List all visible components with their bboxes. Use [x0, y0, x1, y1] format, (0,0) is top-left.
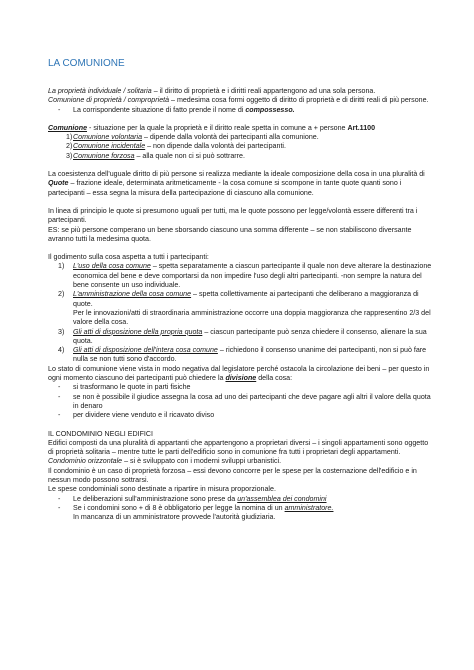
list-item: - si trasformano le quote in parti fisiche — [48, 383, 434, 392]
paragraph-text: – frazione ideale, determinata aritmeticamente - la cosa comune si scompone in tante quote quanti sono i partecipanti – essa segna la misura della partecipazione di ciascuno alla comunione. — [48, 179, 402, 197]
page-title: LA COMUNIONE — [48, 58, 125, 69]
paragraph-text: Lo stato di comunione viene vista in modo negativa dal legislatore perché ostacola la circolazione dei beni – per questo in ogni momento ciascuno dei partecipanti può chiedere la — [48, 364, 430, 383]
paragraph-text: La coesistenza dell'uguale diritto di più persone si realizza mediante la ideale composizione della cosa in una pluralità di — [48, 170, 425, 179]
spacer — [48, 198, 434, 207]
paragraph-proprieta-individuale — [48, 87, 434, 96]
list-item — [48, 495, 434, 504]
section-heading-condominio: IL CONDOMINIO NEGLI EDIFICI — [48, 429, 153, 438]
list-number: 1) — [58, 262, 65, 271]
list-item-continuation: Per le innovazioni/atti di straordinaria amministrazione occorre una doppia maggioranza che rappresentino 2/3 del valore della cosa. — [73, 308, 431, 327]
paragraph-comunione — [48, 124, 434, 133]
list-item-compossesso — [48, 106, 434, 115]
list-item-text: – non dipende dalla volontà dei partecipanti. — [145, 142, 286, 151]
term-amministratore: amministratore. — [284, 503, 334, 512]
list-item-term: L'uso della cosa comune — [73, 262, 151, 271]
paragraph-text: – si è sviluppato con i moderni sviluppi urbanistici. — [122, 457, 282, 466]
list-item-text: Se i condomini sono + di 8 è obbligatorio per legge la nomina di un — [73, 503, 285, 512]
paragraph-condominio: Edifici composti da una pluralità di appartanti che appartengono a proprietari diversi – i singoli appartamenti sono oggetto di proprietà solitaria – mentre tutte le parti dell'edificio sono in comunione fra tutti i proprietari degli appartamenti. — [48, 438, 429, 457]
paragraph-proprieta-forzosa: Il condominio è un caso di proprietà forzosa – essi devono concorre per le spese per la costernazione dell'edificio e in nessun modo possono sottrarsi. — [48, 466, 417, 484]
term-condominio-orizzontale: Condominio orizzontale — [48, 457, 123, 466]
paragraph-esempio: ES: se più persone comperano un bene sborsando ciascuno una somma differente – se non stabiliscono diversante avranno tutti la medesima quota. — [48, 225, 412, 243]
paragraph-spese: Le spese condominiali sono destinate a ripartire in misura proporzionale. — [48, 485, 276, 494]
list-item-term: Comunione forzosa — [73, 151, 135, 160]
list-item — [48, 142, 434, 151]
list-item-text: – ciascun partecipante può senza chiedere il consenso, alienare la sua quota. — [73, 327, 427, 345]
list-item-text: – spetta separatamente a ciascun partecipante il quale non deve alterare la destinazione economica del bene e deve comportarsi da non impedire l'uso degli altri partecipanti. -non sempre la natura del bene consente un uso individuale. — [73, 262, 432, 290]
list-number: 2) — [66, 142, 73, 151]
list-number: 2) — [58, 290, 65, 299]
paragraph-comproprieta — [48, 96, 434, 105]
article-reference: Art.1100 — [347, 123, 376, 132]
list-item-text: – alla quale non ci si può sottrarre. — [134, 151, 245, 160]
paragraph-principio: In linea di principio le quote si presumono uguali per tutti, ma le quote possono per legge/volontà essere differenti tra i partecipanti. — [48, 206, 418, 225]
list-item — [48, 262, 434, 290]
term-comunione: Comunione — [48, 123, 88, 132]
term-comproprieta: Comunione di proprietà / comproprietà — [48, 96, 170, 105]
term-compossesso: compossesso. — [245, 105, 295, 114]
spacer — [48, 244, 434, 253]
list-item-term: Gli atti di disposizione dell'intera cosa comune — [73, 346, 218, 355]
list-item: - se non è possibile il giudice assegna la cosa ad uno dei partecipanti che deve pagare agli altri il valore della quota in denaro — [48, 393, 434, 412]
paragraph-text: della cosa: — [256, 374, 293, 383]
list-item — [48, 290, 434, 309]
spacer — [48, 421, 434, 430]
list-item: - per dividere viene venduto e il ricavato diviso — [48, 411, 434, 420]
list-item — [48, 328, 434, 347]
definition-text: – il diritto di proprietà e i diritti reali appartengono ad una sola persona. — [151, 87, 376, 95]
spacer — [48, 115, 434, 124]
list-number: 1) — [66, 133, 73, 142]
term-quote: Quote — [48, 179, 69, 188]
list-item — [48, 346, 434, 365]
paragraph-godimento-intro: Il godimento sulla cosa aspetta a tutti i partecipanti: — [48, 253, 209, 262]
list-item — [48, 504, 434, 513]
list-item-continuation: In mancanza di un amministratore provvede l'autorità giudiziaria. — [73, 513, 276, 522]
term-assemblea: un'assemblea dei condomini — [237, 494, 327, 503]
list-item-term: Comunione incidentale — [73, 142, 146, 151]
list-item-text: – spetta collettivamente ai partecipanti che deliberano a maggioranza di quote. — [73, 290, 419, 308]
term-proprieta-individuale: La proprietà individuale / solitaria — [48, 87, 152, 95]
paragraph-orizzontale — [48, 457, 434, 466]
definition-text: – medesima cosa formi oggetto di diritto di proprietà e di diritti reali di più persone. — [169, 96, 429, 105]
list-item-term: Gli atti di disposizione della propria quota — [73, 327, 203, 336]
list-item-term: L'amministrazione della cosa comune — [73, 290, 192, 299]
paragraph-quote — [48, 170, 434, 198]
list-item-term: Comunione volontaria — [73, 133, 143, 142]
spacer — [48, 161, 434, 170]
list-item-text: La corrispondente situazione di fatto prende il nome di — [73, 105, 246, 114]
list-item-text: Le deliberazioni sull'amministrazione sono prese da — [73, 494, 238, 503]
list-number: 4) — [58, 346, 65, 355]
list-item-text: – richiedono il consenso unanime dei partecipanti, non si può fare nulla se non tutti sono d'accordo. — [73, 346, 427, 364]
list-number: 3) — [66, 151, 73, 160]
list-item — [48, 152, 434, 161]
definition-text: - situazione per la quale la proprietà e il diritto reale spetta in comune a + persone — [87, 123, 348, 132]
list-item-text: – dipende dalla volontà dei partecipanti alla comunione. — [142, 133, 319, 142]
paragraph-divisione — [48, 365, 434, 384]
term-divisione: divisione — [225, 374, 257, 383]
list-item — [48, 133, 434, 142]
list-number: 3) — [58, 327, 65, 336]
